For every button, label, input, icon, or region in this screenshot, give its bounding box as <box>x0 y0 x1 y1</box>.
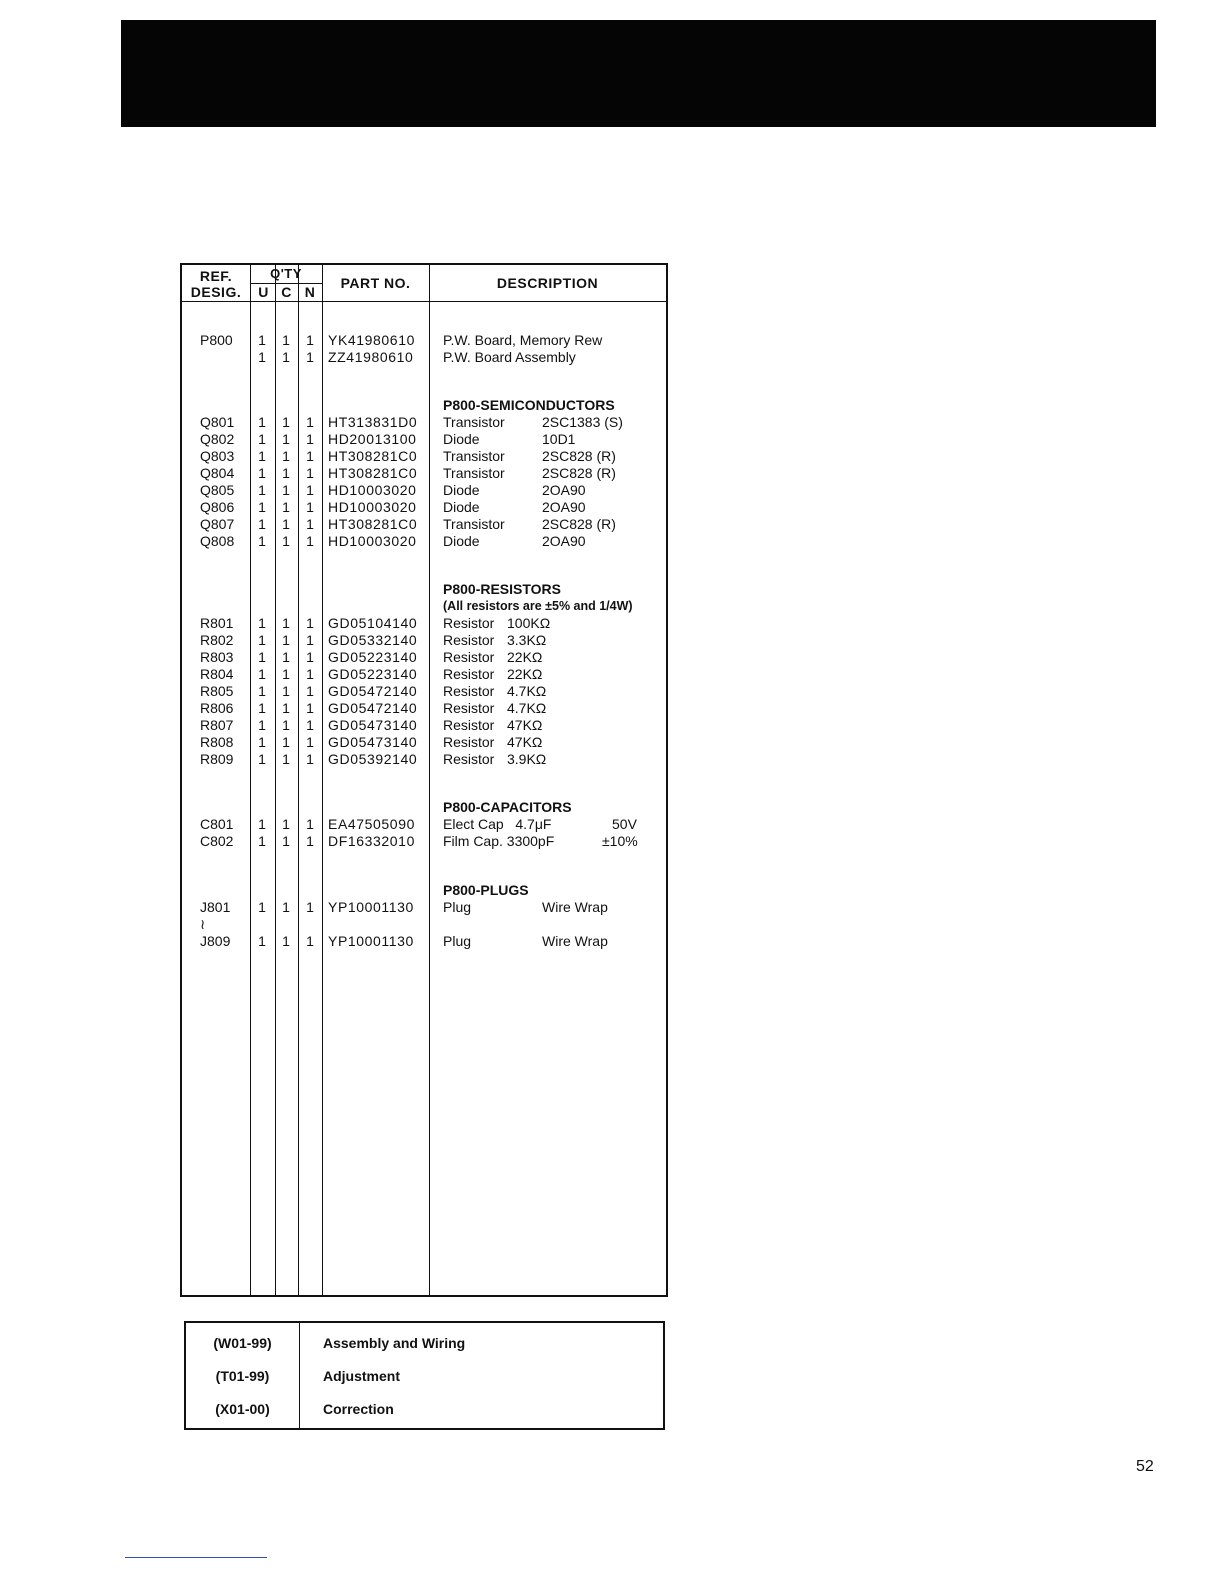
change-code-legend <box>184 1321 665 1430</box>
qty-c: 1 <box>282 533 290 549</box>
header-divider <box>182 301 666 302</box>
description-value: 10D1 <box>542 431 576 447</box>
qty-u: 1 <box>258 448 266 464</box>
description: Resistor <box>443 751 495 767</box>
part-number: YP10001130 <box>328 933 414 949</box>
header-u: U <box>258 284 269 300</box>
description: Resistor <box>443 632 495 648</box>
part-number: HT308281C0 <box>328 465 418 481</box>
ref-designator: J801 <box>200 899 231 915</box>
ref-designator: C801 <box>200 816 234 832</box>
description-value: 47KΩ <box>507 734 543 750</box>
description-value: 2OA90 <box>542 482 586 498</box>
qty-c: 1 <box>282 833 290 849</box>
legend-label: Correction <box>323 1401 394 1417</box>
part-number: ZZ41980610 <box>328 349 414 365</box>
qty-u: 1 <box>258 933 266 949</box>
qty-c: 1 <box>282 751 290 767</box>
qty-u: 1 <box>258 349 266 365</box>
ref-designator: ≀ <box>200 916 206 932</box>
description: P.W. Board, Memory Rew <box>443 332 603 348</box>
description-value: 2OA90 <box>542 533 586 549</box>
ref-designator: R808 <box>200 734 234 750</box>
qty-c: 1 <box>282 700 290 716</box>
part-number: YK41980610 <box>328 332 415 348</box>
description: Transistor <box>443 465 505 481</box>
description-value: 4.7KΩ <box>507 700 547 716</box>
ref-designator: Q807 <box>200 516 235 532</box>
qty-n: 1 <box>306 899 314 915</box>
description: Resistor <box>443 666 495 682</box>
description: Plug <box>443 899 472 915</box>
qty-c: 1 <box>282 899 290 915</box>
qty-n: 1 <box>306 465 314 481</box>
description-value: 3.9KΩ <box>507 751 547 767</box>
part-number: GD05472140 <box>328 700 418 716</box>
description-value: 50V <box>612 816 637 832</box>
description: Diode <box>443 431 480 447</box>
qty-u: 1 <box>258 899 266 915</box>
qty-u: 1 <box>258 533 266 549</box>
legend-label: Assembly and Wiring <box>323 1335 466 1351</box>
qty-u: 1 <box>258 465 266 481</box>
qty-n: 1 <box>306 717 314 733</box>
qty-n: 1 <box>306 431 314 447</box>
qty-n: 1 <box>306 349 314 365</box>
header-desig: DESIG. <box>190 284 242 300</box>
header-part-no: PART NO. <box>340 275 411 291</box>
description: Film Cap. 3300pF <box>443 833 555 849</box>
ref-designator: Q802 <box>200 431 235 447</box>
column-divider <box>298 265 299 1295</box>
qty-c: 1 <box>282 816 290 832</box>
ref-designator: Q804 <box>200 465 235 481</box>
description: Plug <box>443 933 472 949</box>
part-number: GD05392140 <box>328 751 418 767</box>
qty-u: 1 <box>258 615 266 631</box>
part-number: GD05472140 <box>328 683 418 699</box>
description: P.W. Board Assembly <box>443 349 576 365</box>
description: Resistor <box>443 717 495 733</box>
qty-u: 1 <box>258 700 266 716</box>
description-value: 2SC828 (R) <box>542 465 616 481</box>
footer-rule <box>125 1557 267 1558</box>
qty-c: 1 <box>282 516 290 532</box>
qty-u: 1 <box>258 751 266 767</box>
qty-c: 1 <box>282 431 290 447</box>
description-value: 22KΩ <box>507 649 543 665</box>
section-heading: P800-CAPACITORS <box>443 799 572 815</box>
ref-designator: Q806 <box>200 499 235 515</box>
section-heading: P800-RESISTORS <box>443 581 562 597</box>
description-value: 2OA90 <box>542 499 586 515</box>
description-value: 3.3KΩ <box>507 632 547 648</box>
qty-n: 1 <box>306 499 314 515</box>
qty-n: 1 <box>306 414 314 430</box>
ref-designator: J809 <box>200 933 231 949</box>
description-value: 2SC828 (R) <box>542 448 616 464</box>
section-heading: P800-SEMICONDUCTORS <box>443 397 615 413</box>
qty-n: 1 <box>306 533 314 549</box>
ref-designator: Q805 <box>200 482 235 498</box>
qty-n: 1 <box>306 933 314 949</box>
description-value: 47KΩ <box>507 717 543 733</box>
legend-code: (T01-99) <box>215 1368 270 1384</box>
description: Transistor <box>443 448 505 464</box>
part-number: HD10003020 <box>328 482 417 498</box>
part-number: GD05332140 <box>328 632 418 648</box>
part-number: HT308281C0 <box>328 516 418 532</box>
description: Diode <box>443 499 480 515</box>
qty-u: 1 <box>258 516 266 532</box>
qty-n: 1 <box>306 751 314 767</box>
description: Diode <box>443 482 480 498</box>
qty-c: 1 <box>282 717 290 733</box>
qty-u: 1 <box>258 414 266 430</box>
ref-designator: C802 <box>200 833 234 849</box>
qty-n: 1 <box>306 700 314 716</box>
description: Transistor <box>443 414 505 430</box>
ref-designator: R801 <box>200 615 234 631</box>
ref-designator: R804 <box>200 666 234 682</box>
ref-designator: R803 <box>200 649 234 665</box>
part-number: HD10003020 <box>328 499 417 515</box>
ref-designator: R806 <box>200 700 234 716</box>
qty-c: 1 <box>282 649 290 665</box>
section-heading: P800-PLUGS <box>443 882 529 898</box>
part-number: GD05223140 <box>328 666 418 682</box>
part-number: GD05223140 <box>328 649 418 665</box>
qty-c: 1 <box>282 734 290 750</box>
description: Elect Cap 4.7μF <box>443 816 552 832</box>
description-value: 4.7KΩ <box>507 683 547 699</box>
qty-c: 1 <box>282 332 290 348</box>
part-number: GD05104140 <box>328 615 418 631</box>
qty-u: 1 <box>258 649 266 665</box>
ref-designator: R805 <box>200 683 234 699</box>
qty-c: 1 <box>282 632 290 648</box>
description-value: 2SC828 (R) <box>542 516 616 532</box>
description: Resistor <box>443 615 495 631</box>
column-divider <box>322 265 323 1295</box>
description: Diode <box>443 533 480 549</box>
qty-c: 1 <box>282 666 290 682</box>
part-number: DF16332010 <box>328 833 415 849</box>
description-value: Wire Wrap <box>542 899 608 915</box>
part-number: HD10003020 <box>328 533 417 549</box>
qty-c: 1 <box>282 465 290 481</box>
legend-label: Adjustment <box>323 1368 400 1384</box>
description: Resistor <box>443 734 495 750</box>
ref-designator: R802 <box>200 632 234 648</box>
description-value: 2SC1383 (S) <box>542 414 623 430</box>
qty-u: 1 <box>258 332 266 348</box>
qty-u: 1 <box>258 734 266 750</box>
qty-c: 1 <box>282 683 290 699</box>
qty-u: 1 <box>258 683 266 699</box>
legend-code: (X01-00) <box>215 1401 270 1417</box>
qty-n: 1 <box>306 516 314 532</box>
qty-n: 1 <box>306 666 314 682</box>
qty-n: 1 <box>306 649 314 665</box>
part-number: GD05473140 <box>328 734 418 750</box>
qty-u: 1 <box>258 482 266 498</box>
header-bar <box>121 20 1156 127</box>
part-number: EA47505090 <box>328 816 415 832</box>
column-divider <box>429 265 430 1295</box>
qty-u: 1 <box>258 632 266 648</box>
qty-n: 1 <box>306 482 314 498</box>
part-number: HD20013100 <box>328 431 417 447</box>
qty-c: 1 <box>282 933 290 949</box>
column-divider <box>275 265 276 1295</box>
header-c: C <box>281 284 292 300</box>
qty-c: 1 <box>282 615 290 631</box>
description: Transistor <box>443 516 505 532</box>
ref-designator: P800 <box>200 332 233 348</box>
qty-n: 1 <box>306 615 314 631</box>
ref-designator: R809 <box>200 751 234 767</box>
qty-n: 1 <box>306 833 314 849</box>
qty-u: 1 <box>258 499 266 515</box>
qty-c: 1 <box>282 448 290 464</box>
part-number: GD05473140 <box>328 717 418 733</box>
part-number: YP10001130 <box>328 899 414 915</box>
legend-code: (W01-99) <box>213 1335 272 1351</box>
qty-n: 1 <box>306 632 314 648</box>
qty-c: 1 <box>282 349 290 365</box>
ref-designator: Q801 <box>200 414 235 430</box>
qty-n: 1 <box>306 448 314 464</box>
ref-designator: R807 <box>200 717 234 733</box>
header-description: DESCRIPTION <box>496 275 599 291</box>
description-value: Wire Wrap <box>542 933 608 949</box>
description: Resistor <box>443 683 495 699</box>
description: Resistor <box>443 649 495 665</box>
ref-designator: Q808 <box>200 533 235 549</box>
qty-u: 1 <box>258 816 266 832</box>
section-note: (All resistors are ±5% and 1/4W) <box>443 599 633 613</box>
description: Resistor <box>443 700 495 716</box>
qty-u: 1 <box>258 833 266 849</box>
header-n: N <box>304 284 316 300</box>
page-number: 52 <box>1136 1458 1154 1475</box>
qty-n: 1 <box>306 816 314 832</box>
description-value: ±10% <box>602 833 638 849</box>
header-qty: Q'TY <box>270 266 302 281</box>
qty-c: 1 <box>282 482 290 498</box>
header-ref: REF. <box>199 268 233 284</box>
ref-designator: Q803 <box>200 448 235 464</box>
description-value: 100KΩ <box>507 615 551 631</box>
qty-n: 1 <box>306 332 314 348</box>
qty-u: 1 <box>258 717 266 733</box>
parts-list-table <box>180 263 668 1297</box>
description-value: 22KΩ <box>507 666 543 682</box>
qty-u: 1 <box>258 666 266 682</box>
legend-divider <box>299 1323 300 1428</box>
part-number: HT308281C0 <box>328 448 418 464</box>
qty-n: 1 <box>306 734 314 750</box>
qty-u: 1 <box>258 431 266 447</box>
qty-c: 1 <box>282 414 290 430</box>
qty-c: 1 <box>282 499 290 515</box>
part-number: HT313831D0 <box>328 414 418 430</box>
qty-n: 1 <box>306 683 314 699</box>
